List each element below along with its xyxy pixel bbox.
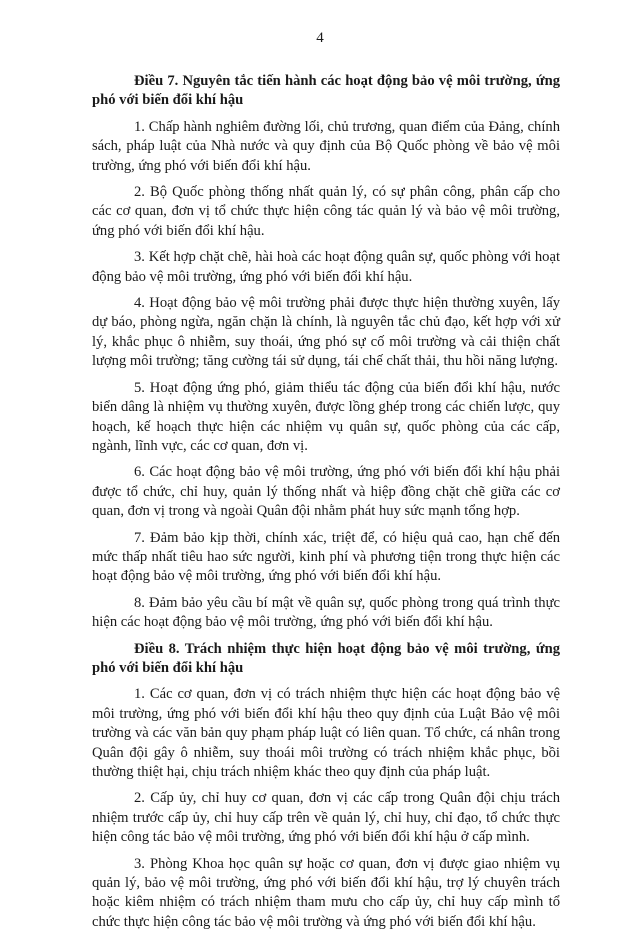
article-7-clause-5: 5. Hoạt động ứng phó, giảm thiểu tác động của biến đổi khí hậu, nước biển dâng là nhiệm vụ thường xuyên, được lồng ghép trong các chiến lược, quy hoạch, kế hoạch thực hiện các nhiệm vụ quân sự, quốc phòng của các cấp, ngành, lĩnh vực, các cơ quan, đơn vị. bbox=[92, 379, 560, 454]
page-number: 4 bbox=[316, 30, 324, 46]
article-7-clause-6: 6. Các hoạt động bảo vệ môi trường, ứng phó với biến đổi khí hậu phải được tổ chức, chỉ huy, quản lý thống nhất và hiệp đồng chặt chẽ giữa các cơ quan, đơn vị trong và ngoài Quân đội nhằm phát huy sức mạnh tổng hợp. bbox=[92, 464, 560, 520]
article-7-heading: Điều 7. Nguyên tắc tiến hành các hoạt động bảo vệ môi trường, ứng phó với biến đổi khí hậu bbox=[92, 73, 560, 109]
article-7-clause-2: 2. Bộ Quốc phòng thống nhất quản lý, có sự phân công, phân cấp cho các cơ quan, đơn vị tổ chức thực hiện công tác quản lý và bảo vệ môi trường, ứng phó với biến đổi khí hậu. bbox=[92, 184, 560, 239]
article-8 bbox=[92, 640, 560, 933]
article-7-clause-8: 8. Đảm bảo yêu cầu bí mật về quân sự, quốc phòng trong quá trình thực hiện các hoạt động bảo vệ môi trường, ứng phó với biến đổi khí hậu. bbox=[92, 594, 560, 631]
article-7 bbox=[92, 72, 560, 633]
article-7-clause-7: 7. Đảm bảo kịp thời, chính xác, triệt để, có hiệu quả cao, hạn chế đến mức thấp nhất tiêu hao sức người, kinh phí và phương tiện trong thực hiện các hoạt động bảo vệ môi trường, ứng phó với biến đổi khí hậu. bbox=[92, 529, 560, 585]
article-8-clause-1: 1. Các cơ quan, đơn vị có trách nhiệm thực hiện các hoạt động bảo vệ môi trường, ứng phó với biến đổi khí hậu theo quy định của Luật Bảo vệ môi trường và các văn bản quy phạm pháp luật có liên quan. Tổ chức, cá nhân trong Quân đội gây ô nhiễm, suy thoái môi trường có trách nhiệm khắc phục, bồi thường thiệt hại, chịu trách nhiệm khác theo quy định của pháp luật. bbox=[92, 686, 560, 780]
document-body bbox=[92, 72, 560, 939]
article-8-heading: Điều 8. Trách nhiệm thực hiện hoạt động bảo vệ môi trường, ứng phó với biến đổi khí hậu bbox=[92, 640, 560, 676]
article-7-clause-4: 4. Hoạt động bảo vệ môi trường phải được thực hiện thường xuyên, lấy dự báo, phòng ngừa, ngăn chặn là chính, là nguyên tắc chủ đạo, kết hợp với xử lý, khắc phục ô nhiễm, suy thoái, ứng phó sự cố môi trường và cải thiện chất lượng môi trường; tăng cường tái sử dụng, tái chế chất thải, thu hồi năng lượng. bbox=[92, 295, 560, 370]
article-8-clause-2: 2. Cấp ủy, chỉ huy cơ quan, đơn vị các cấp trong Quân đội chịu trách nhiệm trước cấp ủy, chỉ huy cấp trên về quản lý, chỉ huy, chỉ đạo, tổ chức thực hiện công tác bảo vệ môi trường, ứng phó với biến đổi khí hậu ở cấp mình. bbox=[92, 790, 560, 846]
article-7-clause-1: 1. Chấp hành nghiêm đường lối, chủ trương, quan điểm của Đảng, chính sách, pháp luật của Nhà nước và quy định của Bộ Quốc phòng về bảo vệ môi trường, ứng phó với biến đổi khí hậu. bbox=[92, 118, 560, 174]
article-8-clause-3: 3. Phòng Khoa học quân sự hoặc cơ quan, đơn vị được giao nhiệm vụ quản lý, bảo vệ môi trường, ứng phó với biến đổi khí hậu, trợ lý chuyên trách hoặc kiêm nhiệm có trách nhiệm tham mưu cho cấp ủy, chỉ huy cấp mình tổ chức thực hiện công tác bảo vệ môi trường và ứng phó với biến đổi khí hậu. bbox=[92, 855, 560, 930]
article-7-clause-3: 3. Kết hợp chặt chẽ, hài hoà các hoạt động quân sự, quốc phòng với hoạt động bảo vệ môi trường, ứng phó với biến đổi khí hậu. bbox=[92, 249, 560, 285]
